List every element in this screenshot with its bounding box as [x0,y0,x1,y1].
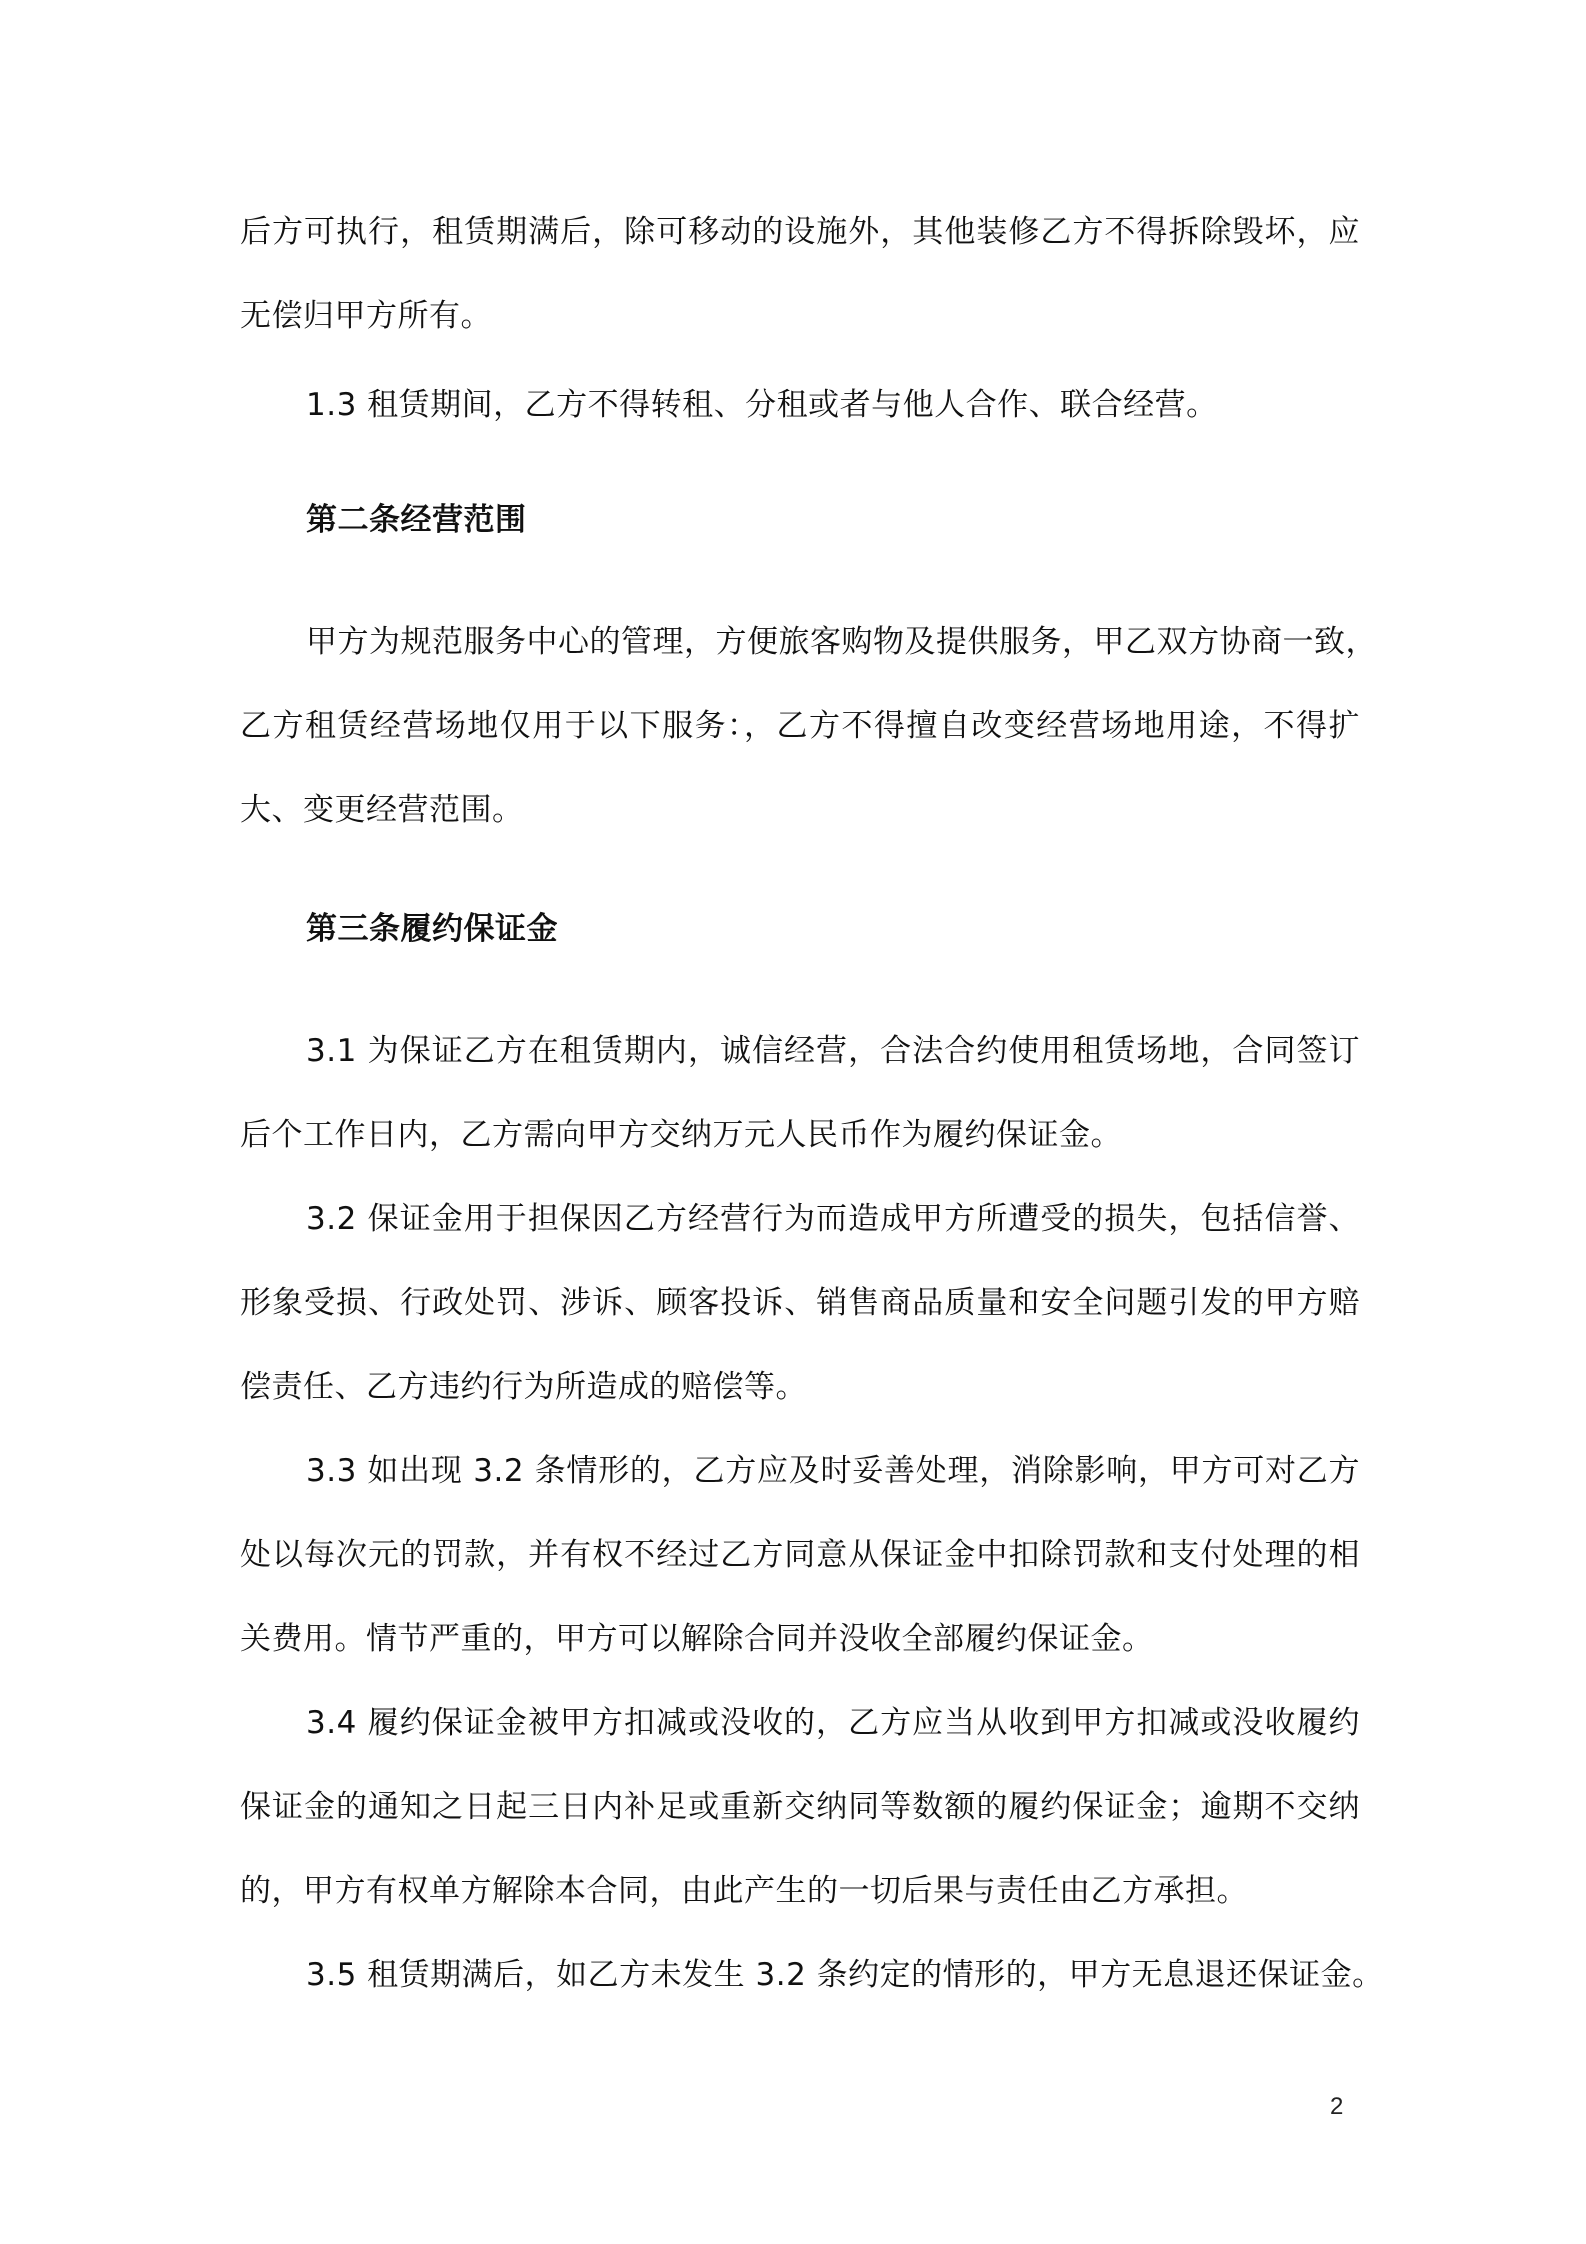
text-line: 1.3 租赁期间，乙方不得转租、分租或者与他人合作、联合经营。 [306,387,1218,423]
text-line: 形象受损、行政处罚、涉诉、顾客投诉、销售商品质量和安全问题引发的甲方赔 [240,1285,1360,1321]
page-number: 2 [1330,2093,1344,2120]
text-line: 3.2 保证金用于担保因乙方经营行为而造成甲方所遭受的损失，包括信誉、 [306,1201,1360,1237]
section-heading: 第三条履约保证金 [306,911,558,947]
section-heading: 第二条经营范围 [306,502,527,538]
text-line: 3.1 为保证乙方在租赁期内，诚信经营，合法合约使用租赁场地，合同签订 [306,1033,1360,1069]
text-line: 处以每次元的罚款，并有权不经过乙方同意从保证金中扣除罚款和支付处理的相 [240,1537,1360,1573]
text-line: 3.3 如出现 3.2 条情形的，乙方应及时妥善处理，消除影响，甲方可对乙方 [306,1453,1360,1489]
text-line: 后方可执行，租赁期满后，除可移动的设施外，其他装修乙方不得拆除毁坏，应 [240,214,1360,250]
text-line: 3.5 租赁期满后，如乙方未发生 3.2 条约定的情形的，甲方无息退还保证金。 [306,1957,1384,1993]
text-line: 关费用。情节严重的，甲方可以解除合同并没收全部履约保证金。 [240,1621,1154,1657]
text-line: 的，甲方有权单方解除本合同，由此产生的一切后果与责任由乙方承担。 [240,1873,1248,1909]
text-line: 保证金的通知之日起三日内补足或重新交纳同等数额的履约保证金；逾期不交纳 [240,1789,1360,1825]
text-line: 甲方为规范服务中心的管理，方便旅客购物及提供服务，甲乙双方协商一致， [306,624,1377,660]
text-line: 3.4 履约保证金被甲方扣减或没收的，乙方应当从收到甲方扣减或没收履约 [306,1705,1360,1741]
text-line: 偿责任、乙方违约行为所造成的赔偿等。 [240,1369,807,1405]
text-line: 后个工作日内，乙方需向甲方交纳万元人民币作为履约保证金。 [240,1117,1122,1153]
text-line: 大、变更经营范围。 [240,792,524,828]
text-line: 乙方租赁经营场地仅用于以下服务：，乙方不得擅自改变经营场地用途，不得扩 [240,708,1360,744]
text-line: 无偿归甲方所有。 [240,298,492,334]
